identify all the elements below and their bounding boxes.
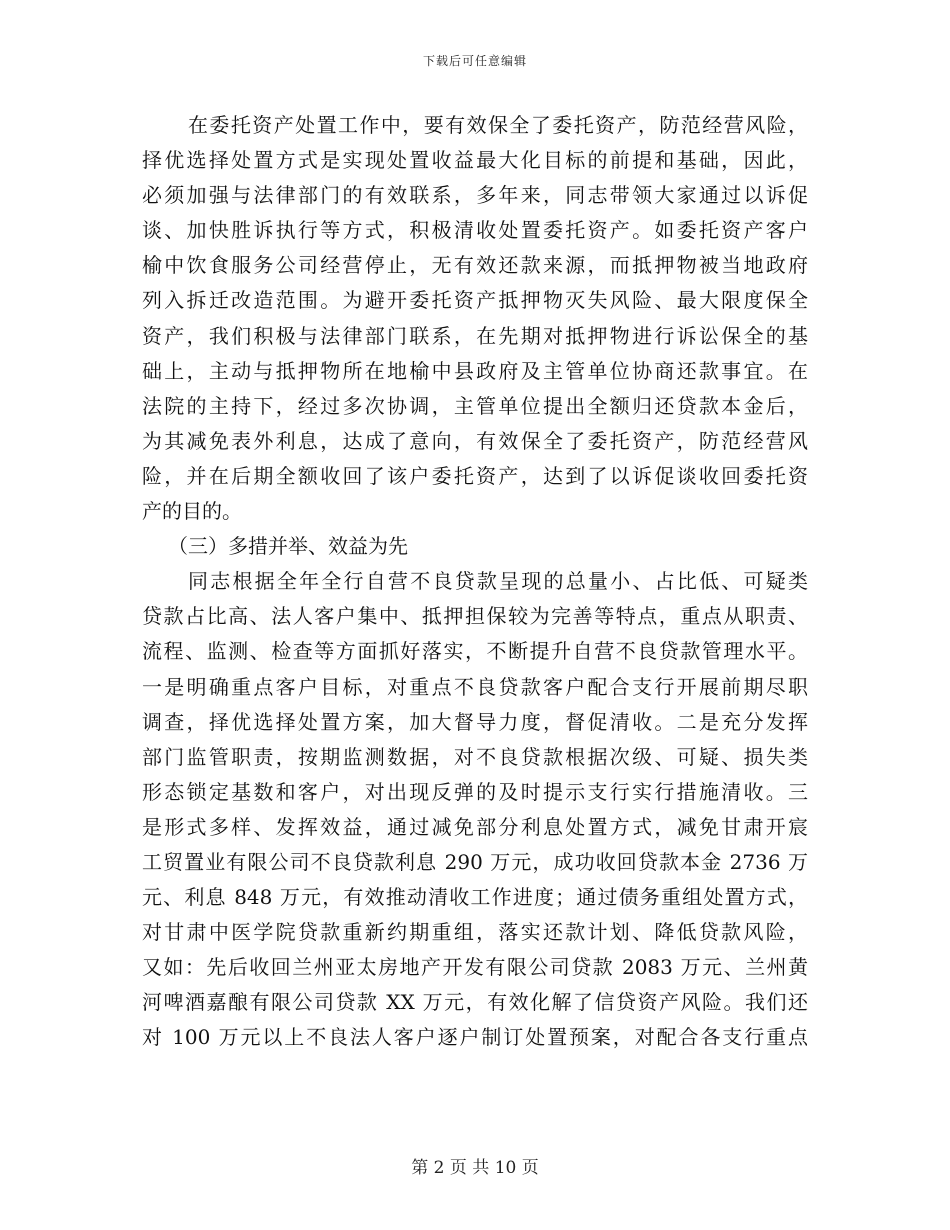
text-line: 必须加强与法律部门的有效联系，多年来，同志带领大家通过以诉促 <box>142 183 808 208</box>
page-header: 下载后可任意编辑 <box>422 54 527 68</box>
text-line: 础上，主动与抵押物所在地榆中县政府及主管单位协商还款事宜。在 <box>142 358 808 383</box>
text-line: 榆中饮食服务公司经营停止，无有效还款来源，而抵押物被当地政府 <box>142 253 808 278</box>
text-line: 法院的主持下，经过多次协调，主管单位提出全额归还贷款本金后， <box>142 393 808 418</box>
text-line: 调查，择优选择处置方案，加大督导力度，督促清收。二是充分发挥 <box>142 709 808 734</box>
text-line: 列入拆迁改造范围。为避开委托资产抵押物灭失风险、最大限度保全 <box>142 288 808 313</box>
text-line: 为其减免表外利息，达成了意向，有效保全了委托资产，防范经营风 <box>142 428 808 453</box>
text-line: 是形式多样、发挥效益，通过减免部分利息处置方式，减免甘肃开宸 <box>142 814 808 839</box>
text-line: 贷款占比高、法人客户集中、抵押担保较为完善等特点，重点从职责、 <box>142 604 808 629</box>
text-line: 险，并在后期全额收回了该户委托资产，达到了以诉促谈收回委托资 <box>142 463 808 488</box>
page-number-footer: 第 2 页 共 10 页 <box>411 1158 539 1178</box>
text-line: 对 100 万元以上不良法人客户逐户制订处置预案，对配合各支行重点 <box>142 1025 808 1050</box>
text-line: 谈、加快胜诉执行等方式，积极清收处置委托资产。如委托资产客户 <box>142 218 808 243</box>
text-line: 元、利息 848 万元，有效推动清收工作进度；通过债务重组处置方式， <box>142 885 808 910</box>
text-line: 河啤酒嘉酿有限公司贷款 XX 万元，有效化解了信贷资产风险。我们还 <box>142 990 808 1015</box>
text-line: 同志根据全年全行自营不良贷款呈现的总量小、占比低、可疑类 <box>188 569 808 594</box>
text-line: 择优选择处置方式是实现处置收益最大化目标的前提和基础，因此， <box>142 148 808 173</box>
text-line: 资产，我们积极与法律部门联系，在先期对抵押物进行诉讼保全的基 <box>142 323 808 348</box>
text-line: 部门监管职责，按期监测数据，对不良贷款根据次级、可疑、损失类 <box>142 744 808 769</box>
text-line: 产的目的。 <box>142 499 242 524</box>
text-line: 流程、监测、检查等方面抓好落实，不断提升自营不良贷款管理水平。 <box>142 639 808 664</box>
text-line: 又如：先后收回兰州亚太房地产开发有限公司贷款 2083 万元、兰州黄 <box>142 955 808 980</box>
text-line: 形态锁定基数和客户，对出现反弹的及时提示支行实行措施清收。三 <box>142 779 808 804</box>
text-line: 在委托资产处置工作中，要有效保全了委托资产，防范经营风险， <box>188 113 808 137</box>
text-line: 一是明确重点客户目标，对重点不良贷款客户配合支行开展前期尽职 <box>142 674 808 699</box>
text-line: 工贸置业有限公司不良贷款利息 290 万元，成功收回贷款本金 2736 万 <box>142 849 808 874</box>
document-body <box>142 108 808 1056</box>
text-line: 对甘肃中医学院贷款重新约期重组，落实还款计划、降低贷款风险， <box>142 920 808 945</box>
section-heading: （三）多措并举、效益为先 <box>168 534 408 559</box>
